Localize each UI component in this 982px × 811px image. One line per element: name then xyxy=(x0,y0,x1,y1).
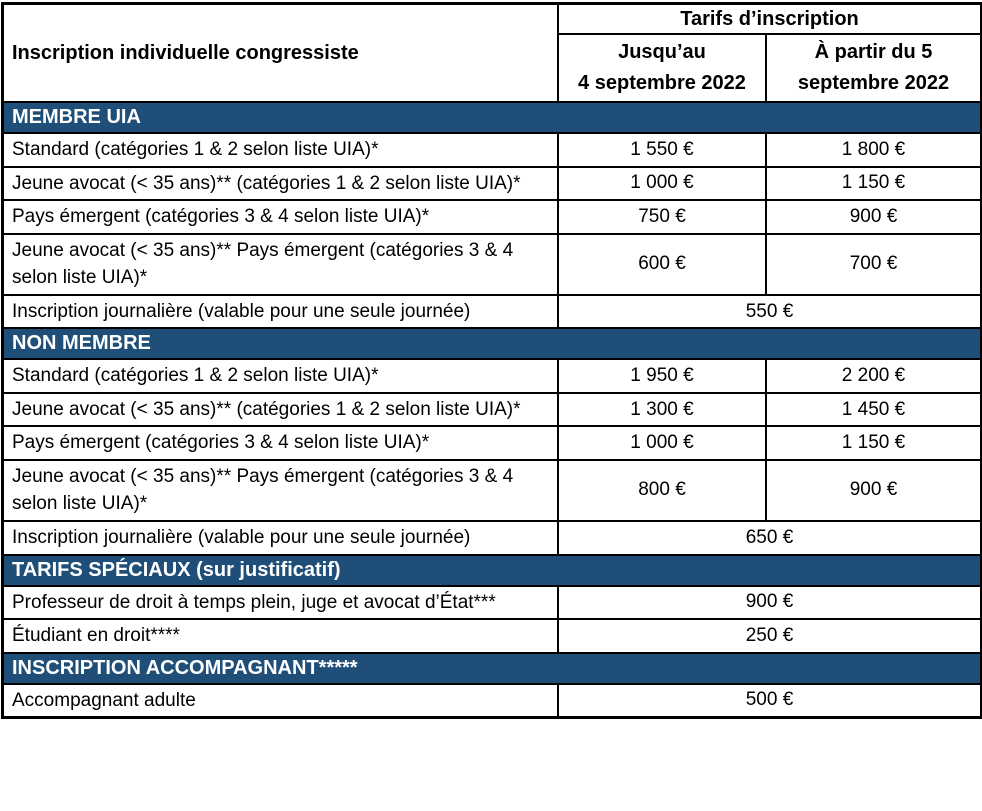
section-header-row xyxy=(3,555,981,586)
late-price-cell: 1 150 € xyxy=(766,167,981,201)
row-label-cell: Jeune avocat (< 35 ans)** Pays émergent (catégories 3 & 4 selon liste UIA)* xyxy=(3,460,558,521)
section-title: MEMBRE UIA xyxy=(3,102,981,133)
early-date-line1: Jusqu’au xyxy=(618,41,706,63)
section-title: NON MEMBRE xyxy=(3,328,981,359)
row-label-cell: Pays émergent (catégories 3 & 4 selon liste UIA)* xyxy=(3,200,558,234)
row-label-cell: Inscription journalière (valable pour une seule journée) xyxy=(3,295,558,329)
merged-price-cell: 900 € xyxy=(558,586,981,620)
tariff-row xyxy=(3,234,981,295)
tariff-row xyxy=(3,359,981,393)
early-price-cell: 1 550 € xyxy=(558,133,766,167)
section-header-row xyxy=(3,102,981,133)
late-price-cell: 1 150 € xyxy=(766,426,981,460)
late-price-cell: 700 € xyxy=(766,234,981,295)
late-price-cell: 1 450 € xyxy=(766,393,981,427)
row-label-cell: Jeune avocat (< 35 ans)** (catégories 1 & 2 selon liste UIA)* xyxy=(3,393,558,427)
tariff-row xyxy=(3,200,981,234)
early-price-cell: 800 € xyxy=(558,460,766,521)
late-date-header xyxy=(766,34,981,102)
price-group-header: Tarifs d’inscription xyxy=(558,4,981,34)
tariff-row xyxy=(3,393,981,427)
tariff-row xyxy=(3,619,981,653)
early-price-cell: 1 000 € xyxy=(558,426,766,460)
merged-price-cell: 650 € xyxy=(558,521,981,555)
section-title: TARIFS SPÉCIAUX (sur justificatif) xyxy=(3,555,981,586)
row-label-cell: Inscription journalière (valable pour une seule journée) xyxy=(3,521,558,555)
late-date-line1: À partir du 5 xyxy=(814,41,933,63)
corner-header-cell: Inscription individuelle congressiste xyxy=(3,4,558,102)
header-row-top xyxy=(3,4,981,34)
row-label-cell: Étudiant en droit**** xyxy=(3,619,558,653)
row-label-cell: Standard (catégories 1 & 2 selon liste UIA)* xyxy=(3,359,558,393)
late-date-line2: septembre 2022 xyxy=(797,72,950,94)
late-price-cell: 900 € xyxy=(766,460,981,521)
registration-tariffs-table xyxy=(2,3,982,718)
row-label-cell: Accompagnant adulte xyxy=(3,684,558,718)
early-price-cell: 1 950 € xyxy=(558,359,766,393)
early-price-cell: 750 € xyxy=(558,200,766,234)
early-price-cell: 600 € xyxy=(558,234,766,295)
tariff-row xyxy=(3,426,981,460)
row-label-cell: Jeune avocat (< 35 ans)** Pays émergent (catégories 3 & 4 selon liste UIA)* xyxy=(3,234,558,295)
tariff-row xyxy=(3,684,981,718)
early-date-line2: 4 septembre 2022 xyxy=(578,72,746,94)
late-price-cell: 2 200 € xyxy=(766,359,981,393)
section-header-row xyxy=(3,653,981,684)
tariff-row xyxy=(3,460,981,521)
row-label-cell: Pays émergent (catégories 3 & 4 selon liste UIA)* xyxy=(3,426,558,460)
section-header-row xyxy=(3,328,981,359)
section-title: INSCRIPTION ACCOMPAGNANT***** xyxy=(3,653,981,684)
early-date-header xyxy=(558,34,766,102)
late-price-cell: 900 € xyxy=(766,200,981,234)
row-label-cell: Standard (catégories 1 & 2 selon liste UIA)* xyxy=(3,133,558,167)
early-price-cell: 1 300 € xyxy=(558,393,766,427)
tariff-row xyxy=(3,586,981,620)
row-label-cell: Professeur de droit à temps plein, juge et avocat d’État*** xyxy=(3,586,558,620)
tariff-row xyxy=(3,133,981,167)
tariff-row xyxy=(3,521,981,555)
table-body xyxy=(3,102,981,717)
merged-price-cell: 550 € xyxy=(558,295,981,329)
tariff-row xyxy=(3,167,981,201)
merged-price-cell: 500 € xyxy=(558,684,981,718)
merged-price-cell: 250 € xyxy=(558,619,981,653)
tariff-row xyxy=(3,295,981,329)
late-price-cell: 1 800 € xyxy=(766,133,981,167)
row-label-cell: Jeune avocat (< 35 ans)** (catégories 1 & 2 selon liste UIA)* xyxy=(3,167,558,201)
early-price-cell: 1 000 € xyxy=(558,167,766,201)
